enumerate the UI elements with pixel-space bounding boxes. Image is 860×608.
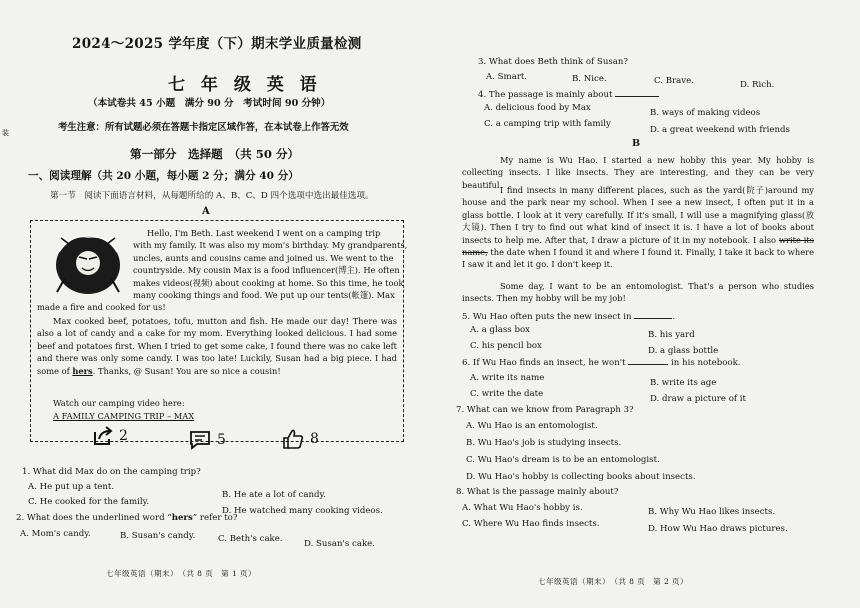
text-line: many cooking things and food. We put up our tents(帐篷). Max: [133, 290, 395, 301]
text-line: countryside. My cousin Max is a food influencer(博主). He often: [133, 265, 400, 276]
q1-option-a[interactable]: A. He put up a tent.: [28, 482, 115, 492]
q7-option-d[interactable]: D. Wu Hao's hobby is collecting books about insects.: [466, 472, 696, 482]
text-span: 6. If Wu Hao finds an insect, he won't: [462, 358, 626, 368]
question-5: 5. Wu Hao often puts the new insect in .: [462, 312, 676, 322]
q6-option-d[interactable]: D. draw a picture of it: [650, 394, 746, 404]
share-count: 2: [119, 428, 128, 444]
q1-option-c[interactable]: C. He cooked for the family.: [28, 497, 150, 507]
subject-title: 七 年 级 英 语: [168, 75, 322, 95]
q4-option-b[interactable]: B. ways of making videos: [650, 108, 761, 118]
struck-text: write its name,: [462, 234, 814, 258]
comment-button[interactable]: [189, 430, 226, 450]
passage-b-paragraph-2: [462, 184, 814, 271]
page-2: [440, 0, 860, 608]
question-4: [478, 88, 659, 101]
q2-option-b[interactable]: B. Susan's candy.: [120, 531, 196, 541]
like-count: 8: [310, 431, 319, 447]
q6-option-c[interactable]: C. write the date: [470, 389, 544, 399]
passage-b-label: B: [632, 138, 641, 149]
text-span: Max cooked beef, potatoes, tofu, mutton and fish. He made our day! There was also a lot of candy and a cake for my mom. Everything looked delicious. I had some beef and potatoes first. When I tried to get some cake, I found there was no cake left and there was only some candy. I was too late! Luckily, Susan had a big piece. I had some of: [37, 316, 397, 376]
passage-a-box: [30, 220, 408, 442]
text-span: I find insects in many different places, such as the yard(院子)around my house and the park near my school. When I see a new insect, I often put it in a glass bottle. I look at it very carefully. If it's small, I will use a magnifying glass(放大镜). Then I try to find out what kind of insect it is. I have a lot of books about insects to help me. After that, I draw a picture of it in my notebook. I also: [462, 185, 814, 245]
q5-option-a[interactable]: A. a glass box: [470, 325, 530, 335]
passage-b-paragraph-1: My name is Wu Hao. I started a new hobby this year. My hobby is collecting insects. I like insects. They are interesting, and they can be very beautiful.: [462, 155, 814, 190]
exam-info: （本试卷共 45 小题 满分 90 分 考试时间 90 分钟）: [88, 98, 331, 109]
exam-notice: 考生注意：所有试题必须在答题卡指定区域作答，在本试卷上作答无效: [58, 122, 349, 133]
q3-option-b[interactable]: B. Nice.: [572, 74, 607, 84]
q4-option-a[interactable]: A. delicious food by Max: [484, 103, 591, 113]
share-icon: [92, 426, 114, 446]
text-span: 2. What does the underlined word “: [16, 513, 172, 523]
q5-option-b[interactable]: B. his yard: [648, 330, 695, 340]
section-title: 一、阅读理解（共 20 小题，每小题 2 分；满分 40 分）: [28, 170, 299, 182]
q7-option-b[interactable]: B. Wu Hao's job is studying insects.: [466, 438, 622, 448]
passage-b-paragraph-3: Some day, I want to be an entomologist. That's a person who studies insects. Then my hobby will be my job!: [462, 281, 814, 304]
q6-option-a[interactable]: A. write its name: [470, 373, 545, 383]
binding-margin-mark: 装: [2, 129, 9, 137]
q6-option-b[interactable]: B. write its age: [650, 378, 717, 388]
text-line: makes videos(视频) about cooking at home. So this time, he took: [133, 277, 404, 288]
question-8: 8. What is the passage mainly about?: [456, 487, 619, 497]
exam-header-title: 2024～2025 学年度（下）期末学业质量检测: [72, 36, 362, 52]
question-1: 1. What did Max do on the camping trip?: [22, 467, 201, 477]
q3-option-c[interactable]: C. Brave.: [654, 76, 694, 86]
answer-blank: [634, 310, 672, 319]
text-line: uncles, aunts and cousins came and joined us. We went to the: [133, 252, 394, 263]
thumbs-up-icon: [282, 428, 304, 450]
text-span: . Thanks, @ Susan! You are so nice a cousin!: [92, 365, 281, 376]
avatar-illustration: [51, 232, 125, 298]
passage-a-label: A: [202, 206, 210, 217]
part-title: 第一部分 选择题 （共 50 分）: [130, 147, 300, 161]
q2-option-c[interactable]: C. Beth's cake.: [218, 534, 283, 544]
question-6: [462, 356, 741, 369]
question-3: 3. What does Beth think of Susan?: [478, 57, 629, 67]
answer-blank: [628, 356, 668, 365]
q4-option-d[interactable]: D. a great weekend with friends: [650, 125, 790, 135]
question-2: [16, 512, 237, 524]
q8-option-c[interactable]: C. Where Wu Hao finds insects.: [462, 519, 600, 529]
quoted-word: hers: [171, 513, 193, 523]
watch-video-line: Watch our camping video here:: [53, 398, 185, 408]
like-button[interactable]: [282, 428, 319, 450]
comment-icon: [189, 430, 211, 450]
passage-a-intro: [133, 227, 408, 301]
q1-option-b[interactable]: B. He ate a lot of candy.: [222, 490, 326, 500]
answer-blank: [615, 88, 659, 97]
q3-option-a[interactable]: A. Smart.: [486, 72, 528, 82]
q8-option-d[interactable]: D. How Wu Hao draws pictures.: [648, 524, 788, 534]
section-instruction: 第一节 阅读下面语言材料，从每题所给的 A、B、C、D 四个选项中选出最佳选项。: [50, 191, 374, 201]
q8-option-a[interactable]: A. What Wu Hao's hobby is.: [462, 503, 583, 513]
text-span: ” refer to?: [192, 513, 238, 523]
q5-option-d[interactable]: D. a glass bottle: [648, 346, 719, 356]
share-button[interactable]: [92, 426, 128, 446]
text-span: in his notebook.: [671, 358, 741, 368]
video-link[interactable]: A FAMILY CAMPING TRIP – MAX: [53, 411, 195, 421]
q7-option-a[interactable]: A. Wu Hao is an entomologist.: [466, 421, 598, 431]
q3-option-d[interactable]: D. Rich.: [740, 80, 775, 90]
text-span: the date when I found it and where I found it. Finally, I take it back to where I saw it and let it go. I don't keep it.: [462, 247, 814, 270]
q2-option-a[interactable]: A. Mom's candy.: [20, 529, 91, 539]
q1-option-d[interactable]: D. He watched many cooking videos.: [222, 506, 383, 516]
page-footer: 七年级英语（期末） （共 8 页 第 2 页）: [538, 577, 689, 586]
comment-count: 5: [217, 432, 226, 448]
q5-option-c[interactable]: C. his pencil box: [470, 341, 542, 351]
text-line: with my family. It was also my mom's birthday. My grandparents,: [133, 240, 408, 251]
text-span: 4. The passage is mainly about: [478, 90, 613, 100]
question-7: 7. What can we know from Paragraph 3?: [456, 405, 634, 415]
text-line: made a fire and cooked for us!: [37, 302, 166, 312]
text-line: Hello, I'm Beth. Last weekend I went on a camping trip: [147, 228, 381, 238]
underlined-word-hers: hers: [72, 365, 93, 376]
page-footer: 七年级英语（期末） （共 8 页 第 1 页）: [106, 569, 257, 578]
q8-option-b[interactable]: B. Why Wu Hao likes insects.: [648, 507, 776, 517]
q2-option-d[interactable]: D. Susan's cake.: [304, 539, 376, 549]
text-span: 5. Wu Hao often puts the new insect in: [462, 312, 632, 322]
q7-option-c[interactable]: C. Wu Hao's dream is to be an entomologist.: [466, 455, 660, 465]
passage-a-paragraph-2: [37, 315, 397, 377]
q4-option-c[interactable]: C. a camping trip with family: [484, 119, 611, 129]
